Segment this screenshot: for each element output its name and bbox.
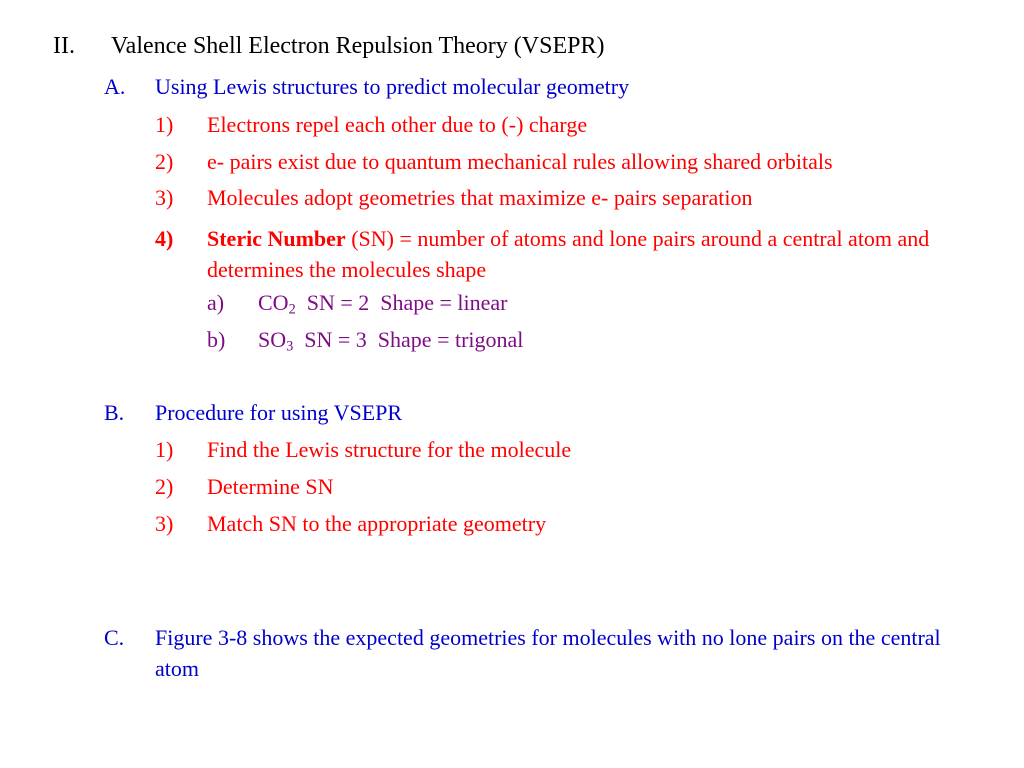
steric-number-term: Steric Number: [207, 226, 346, 251]
list-item-text: Electrons repel each other due to (-) charge: [207, 112, 588, 137]
formula-base: SO: [258, 327, 287, 352]
section-c-marker: C.: [104, 625, 125, 650]
section-c-text: Figure 3-8 shows the expected geometries for molecules with no lone pairs on the central atom: [155, 625, 941, 681]
list-item-marker: 3): [155, 511, 174, 536]
formula-base: CO: [258, 290, 289, 315]
list-item-text: e- pairs exist due to quantum mechanical rules allowing shared orbitals: [207, 149, 833, 174]
example-detail: SN = 2 Shape = linear: [295, 290, 508, 315]
list-item-text: Find the Lewis structure for the molecule: [207, 437, 572, 462]
section-b-marker: B.: [104, 400, 125, 425]
list-item-text: Match SN to the appropriate geometry: [207, 511, 547, 536]
section-b-title: Procedure for using VSEPR: [155, 400, 403, 425]
example-marker: b): [207, 327, 226, 352]
list-item-text: Molecules adopt geometries that maximize e- pairs separation: [207, 185, 753, 210]
example-detail: SN = 3 Shape = trigonal: [293, 327, 524, 352]
example-marker: a): [207, 290, 225, 315]
list-item-marker: 4): [155, 226, 174, 251]
list-item-marker: 2): [155, 474, 174, 499]
formula-subscript: 3: [286, 338, 294, 355]
list-item-marker: 1): [155, 112, 174, 137]
section-a-title: Using Lewis structures to predict molecular geometry: [155, 74, 630, 99]
list-item-text: [207, 223, 977, 285]
steric-number-definition: (SN) = number of atoms and lone pairs around a central atom and determines the molecules shape: [207, 226, 930, 282]
list-item-text: Determine SN: [207, 474, 334, 499]
list-item-marker: 1): [155, 437, 174, 462]
heading-marker: II.: [53, 33, 75, 59]
list-item-marker: 2): [155, 149, 174, 174]
example-text: [258, 290, 508, 316]
section-a-marker: A.: [104, 74, 126, 99]
example-text: [258, 327, 523, 353]
formula-subscript: 2: [288, 301, 296, 318]
page-title: Valence Shell Electron Repulsion Theory (VSEPR): [111, 33, 605, 59]
list-item-marker: 3): [155, 185, 174, 210]
